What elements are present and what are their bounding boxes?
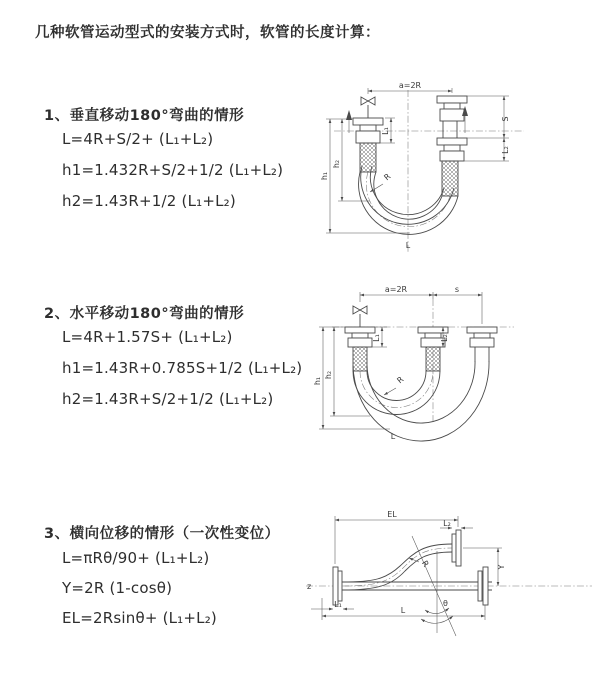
valve-icon bbox=[361, 97, 375, 118]
centerline-z-mark: z bbox=[307, 582, 312, 591]
dim-label-l: L bbox=[390, 432, 396, 441]
section2-heading: 2、水平移动180°弯曲的情形 bbox=[44, 306, 245, 322]
dim-label-r: R bbox=[419, 559, 431, 569]
section3-heading: 3、横向位移的情形（一次性变位） bbox=[44, 526, 280, 542]
right-fitting-upper bbox=[437, 96, 467, 121]
dim-label-r: R bbox=[395, 374, 406, 386]
motion-arrow-left bbox=[346, 110, 352, 133]
formula-L: L=πRθ/90+ (L₁+L₂) bbox=[62, 549, 210, 567]
dim-label-h2: h₂ bbox=[324, 370, 333, 380]
page-title: 几种软管运动型式的安装方式时，软管的长度计算： bbox=[35, 25, 380, 41]
dimension-l1 bbox=[311, 600, 354, 609]
dimension-a2r bbox=[360, 285, 482, 324]
diagram-horizontal-180-bend bbox=[310, 283, 592, 455]
dim-label-theta: θ bbox=[443, 599, 448, 608]
dim-label-l2: L₂ bbox=[443, 519, 451, 528]
radius-leader bbox=[384, 375, 406, 395]
formula-EL: EL=2Rsinθ+ (L₁+L₂) bbox=[62, 609, 217, 627]
diagram-lateral-displacement bbox=[300, 506, 600, 644]
dim-label-l1: L₁ bbox=[372, 334, 381, 342]
braided-hose-section bbox=[353, 347, 367, 371]
upper-flange bbox=[452, 534, 456, 562]
dimension-s bbox=[433, 285, 482, 295]
dim-label-l2: L₂ bbox=[501, 146, 510, 154]
section1-heading: 1、垂直移动180°弯曲的情形 bbox=[44, 108, 245, 124]
left-fitting bbox=[345, 327, 375, 371]
dim-label-h1: h₁ bbox=[313, 376, 322, 386]
dimension-l2 bbox=[440, 519, 473, 528]
dimension-el bbox=[335, 510, 458, 564]
dim-label-s: S bbox=[501, 116, 510, 122]
diagram-vertical-180-bend bbox=[312, 76, 592, 258]
dim-label-l1: L₁ bbox=[381, 127, 390, 135]
dim-label-s: s bbox=[454, 285, 460, 294]
right-flange bbox=[478, 571, 482, 601]
right-leg-tube bbox=[443, 121, 457, 138]
dim-label-r: R bbox=[382, 171, 393, 183]
right-fitting-lower bbox=[437, 138, 467, 196]
braided-hose-section bbox=[360, 143, 376, 172]
dim-label-h2: h₂ bbox=[332, 159, 341, 169]
dimension-a2r bbox=[368, 81, 452, 94]
dim-label-l: L bbox=[400, 606, 406, 615]
formula-L: L=4R+1.57S+ (L₁+L₂) bbox=[62, 328, 233, 346]
formula-Y: Y=2R (1-cosθ) bbox=[62, 579, 173, 597]
dim-label-l2: L₂ bbox=[440, 334, 449, 342]
dim-label-a2r: a=2R bbox=[398, 81, 422, 90]
formula-h1: h1=1.43R+0.785S+1/2 (L₁+L₂) bbox=[62, 359, 303, 377]
dim-label-l: L bbox=[405, 241, 411, 250]
formula-L: L=4R+S/2+ (L₁+L₂) bbox=[62, 130, 214, 148]
formula-h2: h2=1.43R+S/2+1/2 (L₁+L₂) bbox=[62, 390, 274, 408]
middle-fitting bbox=[418, 327, 448, 371]
dimension-l2 bbox=[501, 138, 510, 161]
dim-label-y: Y bbox=[497, 564, 506, 570]
braided-hose-section bbox=[442, 161, 458, 196]
dim-label-h1: h₁ bbox=[320, 171, 329, 181]
dim-label-l1: L₁ bbox=[334, 600, 342, 609]
right-fitting bbox=[467, 327, 497, 362]
formula-h2: h2=1.43R+1/2 (L₁+L₂) bbox=[62, 192, 236, 210]
braided-hose-section bbox=[426, 347, 440, 371]
valve-icon bbox=[353, 306, 367, 327]
formula-h1: h1=1.432R+S/2+1/2 (L₁+L₂) bbox=[62, 161, 284, 179]
dim-label-el: EL bbox=[387, 510, 397, 519]
left-fitting bbox=[353, 118, 383, 172]
displaced-hose-position bbox=[342, 530, 461, 590]
dim-label-a2r: a=2R bbox=[384, 285, 408, 294]
